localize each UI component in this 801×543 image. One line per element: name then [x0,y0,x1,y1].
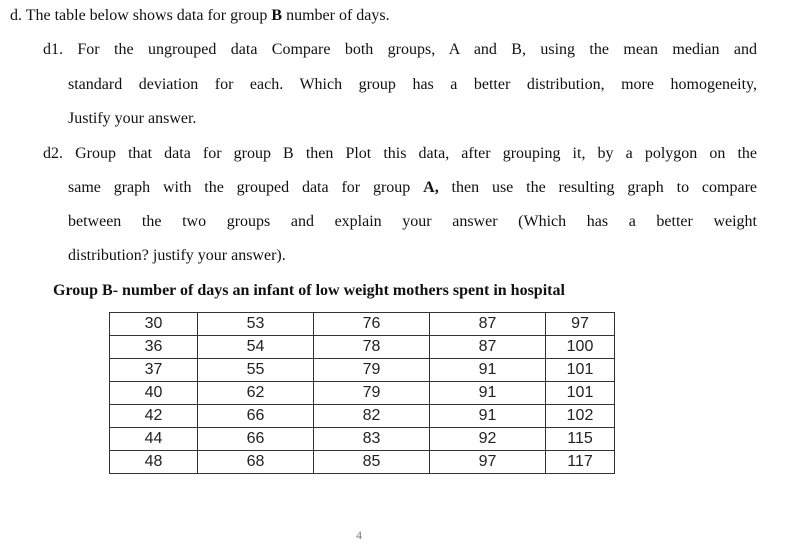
table-cell: 100 [546,336,615,359]
table-cell: 91 [430,382,546,405]
table-cell: 48 [110,451,198,474]
table-cell: 44 [110,428,198,451]
table-row [110,313,615,336]
d1-line-1: d1. For the ungrouped data Compare both groups, A and B, using the mean median and [43,41,757,58]
intro-text-end: number of days. [282,7,390,24]
days-table [109,312,615,474]
table-row [110,428,615,451]
table-cell: 101 [546,359,615,382]
intro-line [10,6,390,26]
table-row [110,382,615,405]
page-number: 4 [356,528,362,542]
d1-line-2: standard deviation for each. Which group has a better distribution, more homogeneity, [68,76,757,93]
table-caption: Group B- number of days an infant of low weight mothers spent in hospital [53,282,565,299]
table-cell: 30 [110,313,198,336]
d2-line-3: between the two groups and explain your answer (Which has a better weight [68,213,757,230]
days-table-body [110,313,615,474]
table-cell: 37 [110,359,198,382]
table-cell: 91 [430,405,546,428]
d2-line-4: distribution? justify your answer). [68,247,286,264]
table-cell: 91 [430,359,546,382]
table-row [110,336,615,359]
intro-text: d. The table below shows data for group [10,7,272,24]
table-cell: 83 [314,428,430,451]
table-cell: 92 [430,428,546,451]
d1-line-3: Justify your answer. [68,110,197,127]
d2-line-2-text-end: then use the resulting graph to compare [438,179,757,196]
table-cell: 55 [198,359,314,382]
table-cell: 53 [198,313,314,336]
table-cell: 87 [430,313,546,336]
d2-line-1: d2. Group that data for group B then Plot this data, after grouping it, by a polygon on the [43,145,757,162]
table-cell: 40 [110,382,198,405]
table-cell: 42 [110,405,198,428]
table-cell: 36 [110,336,198,359]
table-cell: 115 [546,428,615,451]
table-cell: 101 [546,382,615,405]
table-row [110,451,615,474]
d2-line-2-bold: A, [423,179,439,196]
table-cell: 78 [314,336,430,359]
table-cell: 79 [314,359,430,382]
intro-group-letter: B [271,7,283,24]
table-cell: 54 [198,336,314,359]
table-cell: 87 [430,336,546,359]
table-cell: 66 [198,428,314,451]
table-row [110,405,615,428]
table-cell: 85 [314,451,430,474]
table-cell: 102 [546,405,615,428]
table-cell: 66 [198,405,314,428]
table-cell: 62 [198,382,314,405]
table-cell: 97 [430,451,546,474]
table-cell: 97 [546,313,615,336]
table-cell: 117 [546,451,615,474]
table-cell: 68 [198,451,314,474]
d2-line-2-text: same graph with the grouped data for group [68,179,424,196]
d2-line-2 [68,178,757,198]
table-cell: 82 [314,405,430,428]
table-row [110,359,615,382]
table-cell: 79 [314,382,430,405]
table-cell: 76 [314,313,430,336]
